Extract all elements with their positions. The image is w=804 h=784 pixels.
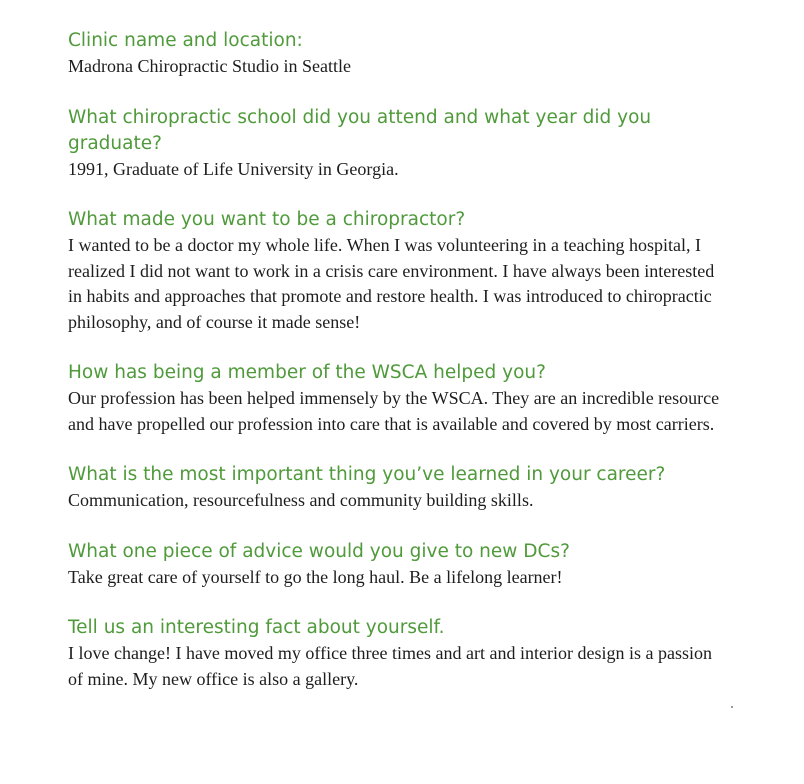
answer-text: 1991, Graduate of Life University in Georgia. [68, 158, 399, 179]
answer-text: Madrona Chiropractic Studio in Seattle [68, 56, 351, 76]
question-heading: How has being a member of the WSCA helped you? [68, 362, 546, 383]
stray-dot [731, 706, 733, 708]
qa-advice [68, 539, 728, 591]
answer-text: I love change! I have moved my office three times and art and interior design is a passion of mine. My new office is also a gallery. [68, 643, 712, 689]
question-heading: Clinic name and location: [68, 30, 303, 51]
qa-school [68, 105, 728, 183]
question-heading: What is the most important thing you’ve learned in your career? [68, 464, 666, 485]
question-heading: What chiropractic school did you attend and what year did you graduate? [68, 106, 652, 154]
answer-text: Our profession has been helped immensely by the WSCA. They are an incredible resource and have propelled our profession into care that is available and covered by most carriers. [68, 388, 720, 434]
answer-text: Communication, resourcefulness and community building skills. [68, 490, 534, 510]
question-heading: What one piece of advice would you give to new DCs? [68, 540, 570, 562]
qa-wsca-membership [68, 360, 728, 437]
answer-text: I wanted to be a doctor my whole life. When I was volunteering in a teaching hospital, I realized I did not want to work in a crisis care environment. I have always been interested in habits and approaches that promote and restore health. I was introduced to chiropractic philosophy, and of course it made sense! [68, 235, 715, 332]
question-heading: Tell us an interesting fact about yourself. [68, 617, 445, 638]
question-heading: What made you want to be a chiropractor? [68, 209, 466, 230]
qa-clinic-name [68, 28, 728, 80]
qa-interesting-fact [68, 615, 728, 692]
interview-document [68, 28, 728, 717]
answer-text: Take great care of yourself to go the long haul. Be a lifelong learner! [68, 566, 563, 587]
qa-career-lesson [68, 462, 728, 514]
qa-motivation [68, 207, 728, 335]
